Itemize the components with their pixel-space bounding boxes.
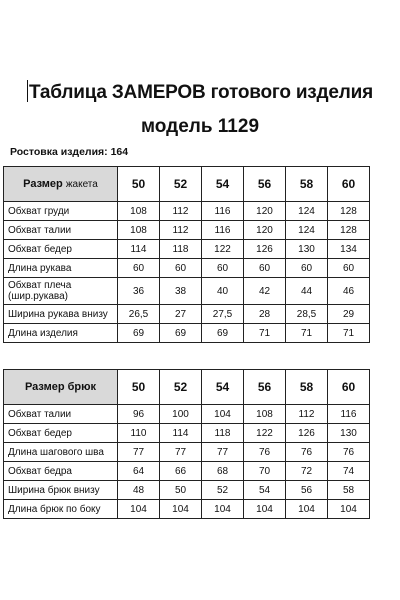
row-label: Длина брюк по боку	[4, 500, 118, 519]
table-row	[4, 305, 370, 324]
table-cell: 71	[328, 324, 370, 343]
table-cell: 69	[160, 324, 202, 343]
table-cell: 54	[244, 481, 286, 500]
table-cell: 128	[328, 202, 370, 221]
table-cell: 108	[118, 202, 160, 221]
table-cell: 64	[118, 462, 160, 481]
table-cell: 76	[286, 443, 328, 462]
table-cell: 130	[328, 424, 370, 443]
table-cell: 130	[286, 240, 328, 259]
table-cell: 50	[160, 481, 202, 500]
table-cell: 36	[118, 278, 160, 305]
row-label: Обхват бедра	[4, 462, 118, 481]
jacket-header-label-sub: жакета	[65, 179, 98, 190]
row-label: Обхват груди	[4, 202, 118, 221]
table-cell: 134	[328, 240, 370, 259]
jacket-size-60: 60	[328, 167, 370, 202]
table-cell: 27	[160, 305, 202, 324]
table-cell: 112	[160, 221, 202, 240]
table-cell: 128	[328, 221, 370, 240]
table-cell: 118	[202, 424, 244, 443]
table-cell: 77	[160, 443, 202, 462]
table-cell: 96	[118, 405, 160, 424]
document-title-text: Таблица ЗАМЕРОВ готового изделия	[28, 82, 374, 103]
table-cell: 112	[286, 405, 328, 424]
table-cell: 104	[202, 500, 244, 519]
table-cell: 114	[118, 240, 160, 259]
document-title	[0, 80, 400, 104]
table-cell: 29	[328, 305, 370, 324]
table-cell: 104	[328, 500, 370, 519]
jacket-size-50: 50	[118, 167, 160, 202]
table-cell: 108	[244, 405, 286, 424]
table-cell: 38	[160, 278, 202, 305]
table-cell: 28,5	[286, 305, 328, 324]
pants-size-60: 60	[328, 370, 370, 405]
table-cell: 126	[286, 424, 328, 443]
jacket-size-56: 56	[244, 167, 286, 202]
table-cell: 74	[328, 462, 370, 481]
table-row	[4, 202, 370, 221]
table-cell: 77	[202, 443, 244, 462]
table-cell: 69	[202, 324, 244, 343]
row-label-line: (шир.рукава)	[8, 291, 68, 302]
height-label: Ростовка изделия: 164	[10, 146, 129, 158]
table-cell: 104	[244, 500, 286, 519]
table-cell: 124	[286, 221, 328, 240]
table-cell: 104	[202, 405, 244, 424]
table-cell: 60	[244, 259, 286, 278]
table-cell: 60	[118, 259, 160, 278]
row-label: Длина изделия	[4, 324, 118, 343]
jacket-header-label	[4, 167, 118, 202]
jacket-size-58: 58	[286, 167, 328, 202]
table-cell: 69	[118, 324, 160, 343]
table-cell: 114	[160, 424, 202, 443]
table-cell: 60	[328, 259, 370, 278]
table-cell: 76	[244, 443, 286, 462]
table-cell: 44	[286, 278, 328, 305]
table-cell: 27,5	[202, 305, 244, 324]
table-row	[4, 259, 370, 278]
table-row	[4, 443, 370, 462]
table-cell: 56	[286, 481, 328, 500]
pants-size-50: 50	[118, 370, 160, 405]
jacket-size-54: 54	[202, 167, 244, 202]
table-cell: 126	[244, 240, 286, 259]
table-cell: 100	[160, 405, 202, 424]
table-cell: 120	[244, 221, 286, 240]
table-row	[4, 500, 370, 519]
table-row	[4, 278, 370, 305]
table-cell: 60	[286, 259, 328, 278]
table-cell: 112	[160, 202, 202, 221]
jacket-header-label-main: Размер	[23, 178, 63, 190]
table-cell: 70	[244, 462, 286, 481]
table-cell: 104	[118, 500, 160, 519]
table-cell: 124	[286, 202, 328, 221]
table-cell: 28	[244, 305, 286, 324]
jacket-size-table	[3, 166, 370, 343]
pants-size-table	[3, 369, 370, 519]
table-cell: 104	[160, 500, 202, 519]
table-cell: 71	[244, 324, 286, 343]
row-label-line: Обхват плеча	[8, 280, 72, 291]
table-cell: 122	[244, 424, 286, 443]
row-label: Ширина рукава внизу	[4, 305, 118, 324]
text-cursor	[27, 80, 28, 102]
pants-header-label: Размер брюк	[4, 370, 118, 405]
row-label: Обхват талии	[4, 405, 118, 424]
table-cell: 40	[202, 278, 244, 305]
table-row	[4, 424, 370, 443]
pants-size-56: 56	[244, 370, 286, 405]
table-cell: 104	[286, 500, 328, 519]
table-row	[4, 221, 370, 240]
row-label: Обхват талии	[4, 221, 118, 240]
table-cell: 110	[118, 424, 160, 443]
row-label: Длина рукава	[4, 259, 118, 278]
table-cell: 68	[202, 462, 244, 481]
table-cell: 60	[202, 259, 244, 278]
table-cell: 58	[328, 481, 370, 500]
table-cell: 76	[328, 443, 370, 462]
row-label: Обхват бедер	[4, 240, 118, 259]
table-cell: 120	[244, 202, 286, 221]
table-row	[4, 324, 370, 343]
table-row	[4, 462, 370, 481]
table-cell: 48	[118, 481, 160, 500]
pants-size-58: 58	[286, 370, 328, 405]
table-cell: 71	[286, 324, 328, 343]
table-cell: 108	[118, 221, 160, 240]
table-cell: 66	[160, 462, 202, 481]
table-row	[4, 481, 370, 500]
table-cell: 52	[202, 481, 244, 500]
table-cell: 118	[160, 240, 202, 259]
table-cell: 77	[118, 443, 160, 462]
table-cell: 72	[286, 462, 328, 481]
pants-header-row	[4, 370, 370, 405]
table-cell: 116	[328, 405, 370, 424]
table-cell: 116	[202, 221, 244, 240]
table-cell: 60	[160, 259, 202, 278]
table-cell: 42	[244, 278, 286, 305]
row-label: Длина шагового шва	[4, 443, 118, 462]
table-cell: 122	[202, 240, 244, 259]
jacket-size-52: 52	[160, 167, 202, 202]
jacket-header-row	[4, 167, 370, 202]
table-cell: 116	[202, 202, 244, 221]
table-cell: 26,5	[118, 305, 160, 324]
table-cell: 46	[328, 278, 370, 305]
table-row	[4, 405, 370, 424]
model-title: модель 1129	[140, 116, 260, 137]
row-label: Ширина брюк внизу	[4, 481, 118, 500]
table-row	[4, 240, 370, 259]
row-label: Обхват бедер	[4, 424, 118, 443]
row-label	[4, 278, 118, 305]
pants-size-52: 52	[160, 370, 202, 405]
pants-size-54: 54	[202, 370, 244, 405]
